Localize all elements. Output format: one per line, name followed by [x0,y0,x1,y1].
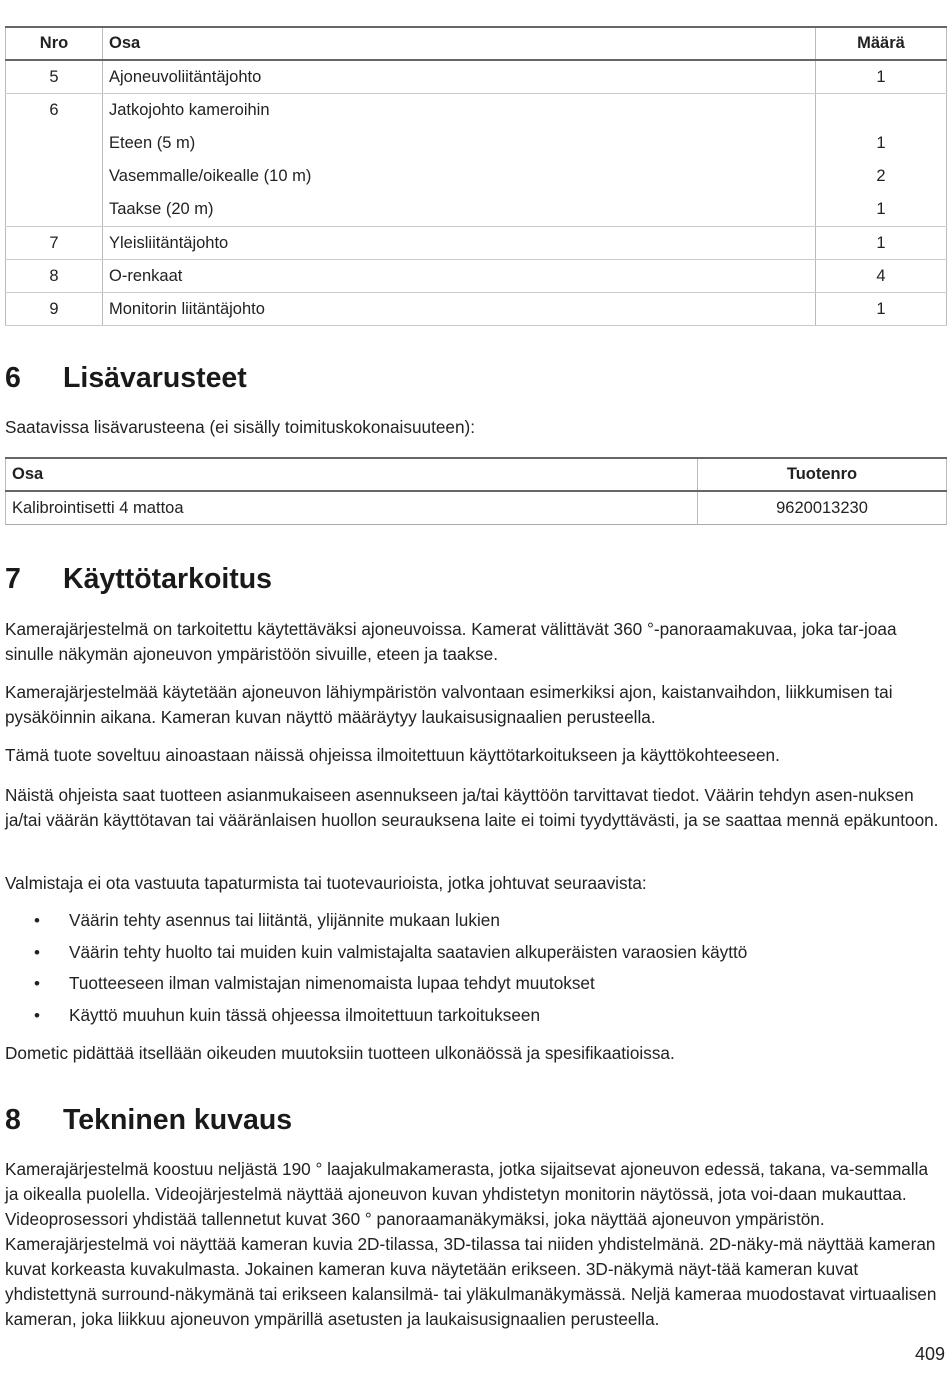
cell-osa: Ajoneuvoliitäntäjohto [103,60,816,94]
cell-maara: 1 [816,293,947,326]
section-title: Käyttötarkoitus [63,563,273,595]
paragraph: Näistä ohjeista saat tuotteen asianmukaiseen asennukseen ja/tai käyttöön tarvittavat tiedot. Väärin tehdyn asen-nuksen ja/tai väärän käyttötavan tai vääränlaisen huollon seurauksena laite ei toimi tyydyttävästi, ja se saattaa mennä epäkuntoon. [5,785,939,830]
cell-maara: 1 [816,227,947,260]
bullet-dot: • [34,974,40,993]
cell-osa-sub: Taakse (20 m) [109,200,214,218]
column-header-osa: Osa [103,27,816,60]
list-item-text: Väärin tehty huolto tai muiden kuin valmistajalta saatavien alkuperäisten varaosien käyttö [69,941,748,962]
table-row [6,260,947,293]
cell-nro-value: 6 [49,101,59,119]
bullet-list [0,905,940,1031]
cell-osa-main: Jatkojohto kameroihin [109,101,270,119]
paragraph: Kamerajärjestelmä koostuu neljästä 190 ° laajakulmakamerasta, jotka sijaitsevat ajoneuvon edessä, takana, va-semmalla ja oikealla puolella. Videojärjestelmä näyttää ajoneuvon kuvan yhdistetyn monitorin näytössä, jota voi-daan mukauttaa. Videoprosessori yhdistää tallennetut kuvat 360 ° panoraamanäkymäksi, joka näyttää ajoneuvon ympäristön. Kamerajärjestelmä voi näyttää kameran kuvia 2D-tilassa, 3D-tilassa tai niiden yhdistelmänä. 2D-näky-mä näyttää kameran kuvat korkeasta kuvakulmasta. Jokainen kameran kuva näytetään erikseen. 3D-näkymä näyt-tää kameran kuvat yhdistettynä surround-näkymänä tai erikseen kalansilmä- tai yläkulmanäkymässä. Neljä kameraa muodostavat virtuaalisen kameran, joka liikkuu ajoneuvon ympärillä asetusten ja laukaisusignaalien perusteella. [5,1159,937,1329]
bullet-dot: • [34,1005,40,1025]
cell-maara-sub: 1 [876,200,886,218]
accessories-table-header [6,458,947,491]
cell-osa-sub: Vasemmalle/oikealle (10 m) [109,167,312,185]
cell-osa: Yleisliitäntäjohto [103,227,816,260]
page-number: 409 [914,1344,945,1364]
cell-osa: O-renkaat [103,260,816,293]
cell-maara-sub: 1 [876,134,886,152]
cell-osa-sub: Eteen (5 m) [109,134,196,152]
paragraph: Dometic pidättää itsellään oikeuden muutoksiin tuotteen ulkonäössä ja spesifikaatioissa. [5,1043,675,1063]
list-item [0,968,940,1000]
section-number: 7 [5,563,21,595]
cell-nro [6,94,103,227]
list-item [0,1000,940,1032]
list-item [0,905,940,937]
table-row [6,94,947,227]
cell-maara [816,94,947,227]
list-item-text: Tuotteeseen ilman valmistajan nimenomaista lupaa tehdyt muutokset [69,973,595,993]
cell-maara-sub: 2 [876,167,886,185]
column-header-tuotenro: Tuotenro [698,458,947,491]
paragraph: Valmistaja ei ota vastuuta tapaturmista tai tuotevaurioista, jotka johtuvat seuraavista: [5,873,647,893]
paragraph: Tämä tuote soveltuu ainoastaan näissä ohjeissa ilmoitettuun käyttötarkoitukseen ja käyttökohteeseen. [5,745,780,765]
table-row [6,60,947,94]
bullet-dot: • [34,911,40,930]
cell-osa: Kalibrointisetti 4 mattoa [6,491,698,525]
cell-nro: 9 [6,293,103,326]
section-heading-8 [5,1104,292,1137]
parts-table-header [6,27,947,60]
bullet-dot: • [34,942,40,962]
column-header-osa: Osa [6,458,698,491]
cell-maara-main [822,94,940,127]
cell-nro: 7 [6,227,103,260]
section-title: Lisävarusteet [63,362,247,394]
cell-nro: 8 [6,260,103,293]
table-row [6,293,947,326]
list-item-text: Käyttö muuhun kuin tässä ohjeessa ilmoitettuun tarkoitukseen [69,1004,541,1025]
section-heading-7 [5,563,272,596]
table-row [6,491,947,525]
cell-maara: 1 [816,60,947,94]
cell-nro: 5 [6,60,103,94]
cell-osa: Monitorin liitäntäjohto [103,293,816,326]
section-number: 8 [5,1104,21,1136]
section-heading-6 [5,362,247,395]
section-number: 6 [5,362,21,394]
section6-intro: Saatavissa lisävarusteena (ei sisälly toimituskokonaisuuteen): [5,417,476,437]
column-header-nro: Nro [6,27,103,60]
accessories-table [5,457,947,525]
paragraph: Kamerajärjestelmää käytetään ajoneuvon lähiympäristön valvontaan esimerkiksi ajon, kaistanvaihdon, liikkumisen tai pysäköinnin aikana. Kameran kuvan näyttö määräytyy laukaisusignaalien perusteella. [5,682,893,727]
table-row [6,227,947,260]
parts-table [5,26,947,326]
cell-maara: 4 [816,260,947,293]
paragraph: Kamerajärjestelmä on tarkoitettu käytettäväksi ajoneuvoissa. Kamerat välittävät 360 °-panoraamakuvaa, joka tar-joaa sinulle näkymän ajoneuvon ympäristöön sivuille, eteen ja taakse. [5,619,897,664]
cell-osa [103,94,816,227]
section-title: Tekninen kuvaus [63,1104,293,1136]
list-item-text: Väärin tehty asennus tai liitäntä, ylijännite mukaan lukien [69,910,500,930]
cell-tuotenro: 9620013230 [698,491,947,525]
column-header-maara: Määrä [816,27,947,60]
list-item [0,937,940,969]
